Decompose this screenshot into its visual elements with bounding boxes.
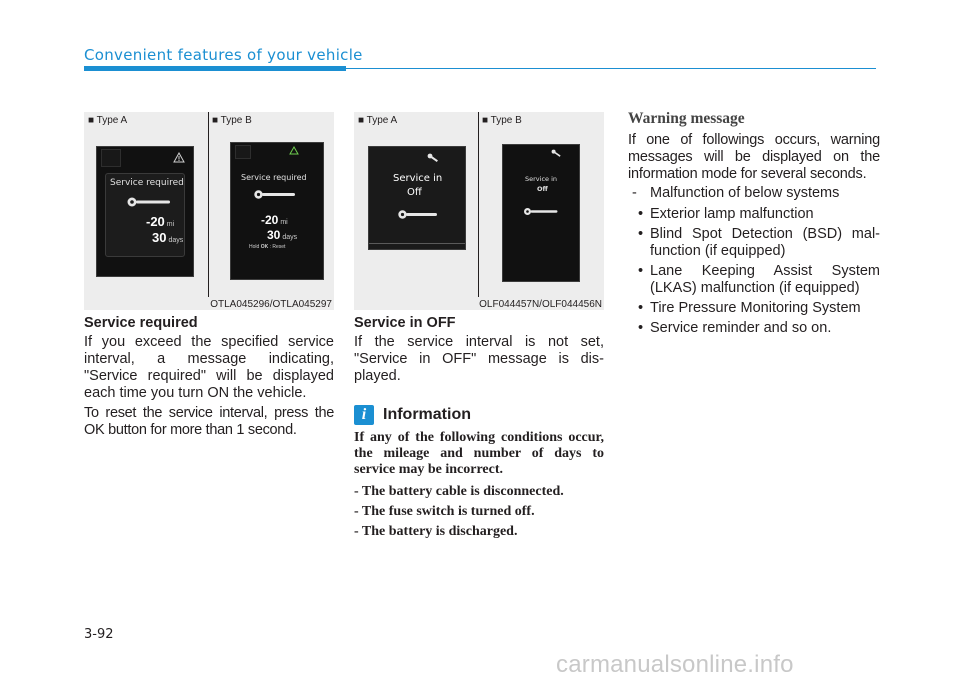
distance-value: -20 mi — [261, 213, 288, 227]
information-intro: If any of the following conditions occur, the mileage and number of days to service may be incorrect. — [354, 430, 604, 477]
screen-panel — [105, 173, 185, 257]
figure-divider — [208, 112, 209, 297]
screen-title: Service required — [241, 173, 307, 182]
header-rule — [346, 68, 876, 69]
header-accent-bar — [84, 66, 346, 71]
type-b-label: ■ Type B — [212, 115, 252, 126]
warning-message-heading: Warning message — [628, 110, 745, 127]
screen-divider — [369, 243, 465, 244]
service-off-paragraph: If the service interval is not set, "Service in OFF" message is dis-played. — [354, 334, 604, 384]
list-item: - Malfunction of below systems — [628, 185, 880, 202]
information-item: - The battery cable is disconnected. — [354, 484, 564, 499]
wrench-icon — [253, 189, 297, 200]
figure-service-off — [354, 112, 604, 310]
screen-corner-box — [101, 149, 121, 167]
wrench-icon — [523, 207, 559, 216]
figure-divider — [478, 112, 479, 297]
screen-corner-box — [235, 145, 251, 159]
service-reset-paragraph: To reset the service interval, press the OK button for more than 1 second. — [84, 405, 334, 438]
page-number: 3-92 — [84, 627, 114, 642]
figure-code: OTLA045296/OTLA045297 — [210, 299, 332, 310]
screen-line-2: Off — [537, 185, 548, 193]
wrench-icon — [397, 209, 439, 220]
days-value: 30 days — [152, 230, 184, 245]
warning-triangle-icon — [289, 146, 299, 155]
reset-hint: Hold OK : Reset — [249, 244, 286, 250]
figure-code: OLF044457N/OLF044456N — [479, 299, 602, 310]
warning-intro: If one of followings occurs, warning messages will be displayed on the information mode for several seconds. — [628, 132, 880, 182]
information-item: - The battery is discharged. — [354, 524, 518, 539]
section-title: Convenient features of your vehicle — [84, 46, 363, 64]
cluster-screen-type-a — [368, 146, 466, 250]
cluster-screen-type-b — [230, 142, 324, 280]
warning-list — [628, 185, 880, 340]
screen-line-1: Service in — [525, 175, 558, 183]
screen-line-1: Service in — [393, 173, 443, 184]
list-item: • Lane Keeping Assist System (LKAS) malfunction (if equipped) — [628, 263, 880, 297]
information-header — [354, 404, 471, 426]
wrench-small-icon — [427, 153, 439, 163]
list-item: • Exterior lamp malfunction — [628, 206, 880, 223]
warning-triangle-icon — [173, 152, 185, 163]
type-b-label: ■ Type B — [482, 115, 522, 126]
wrench-small-icon — [551, 149, 561, 158]
cluster-screen-type-b — [502, 144, 580, 282]
screen-title: Service required — [110, 178, 184, 188]
days-value: 30 days — [267, 228, 298, 242]
cluster-screen-type-a — [96, 146, 194, 277]
list-item: • Tire Pressure Monitoring System — [628, 300, 880, 317]
list-item: • Blind Spot Detection (BSD) mal-function (if equipped) — [628, 226, 880, 260]
distance-value: -20 mi — [146, 214, 175, 229]
service-required-heading: Service required — [84, 315, 198, 331]
wrench-icon — [126, 196, 172, 208]
type-a-label: ■ Type A — [358, 115, 398, 126]
information-item: - The fuse switch is turned off. — [354, 504, 535, 519]
info-icon: i — [354, 405, 374, 425]
watermark: carmanualsonline.info — [556, 651, 794, 678]
list-item: • Service reminder and so on. — [628, 320, 880, 337]
service-off-heading: Service in OFF — [354, 315, 456, 331]
service-required-paragraph: If you exceed the specified service interval, a message indicating, "Service required" will be displayed each time you turn ON the vehicle. — [84, 334, 334, 401]
information-title: Information — [383, 406, 471, 423]
screen-line-2: Off — [407, 187, 422, 198]
type-a-label: ■ Type A — [88, 115, 128, 126]
figure-service-required — [84, 112, 334, 310]
